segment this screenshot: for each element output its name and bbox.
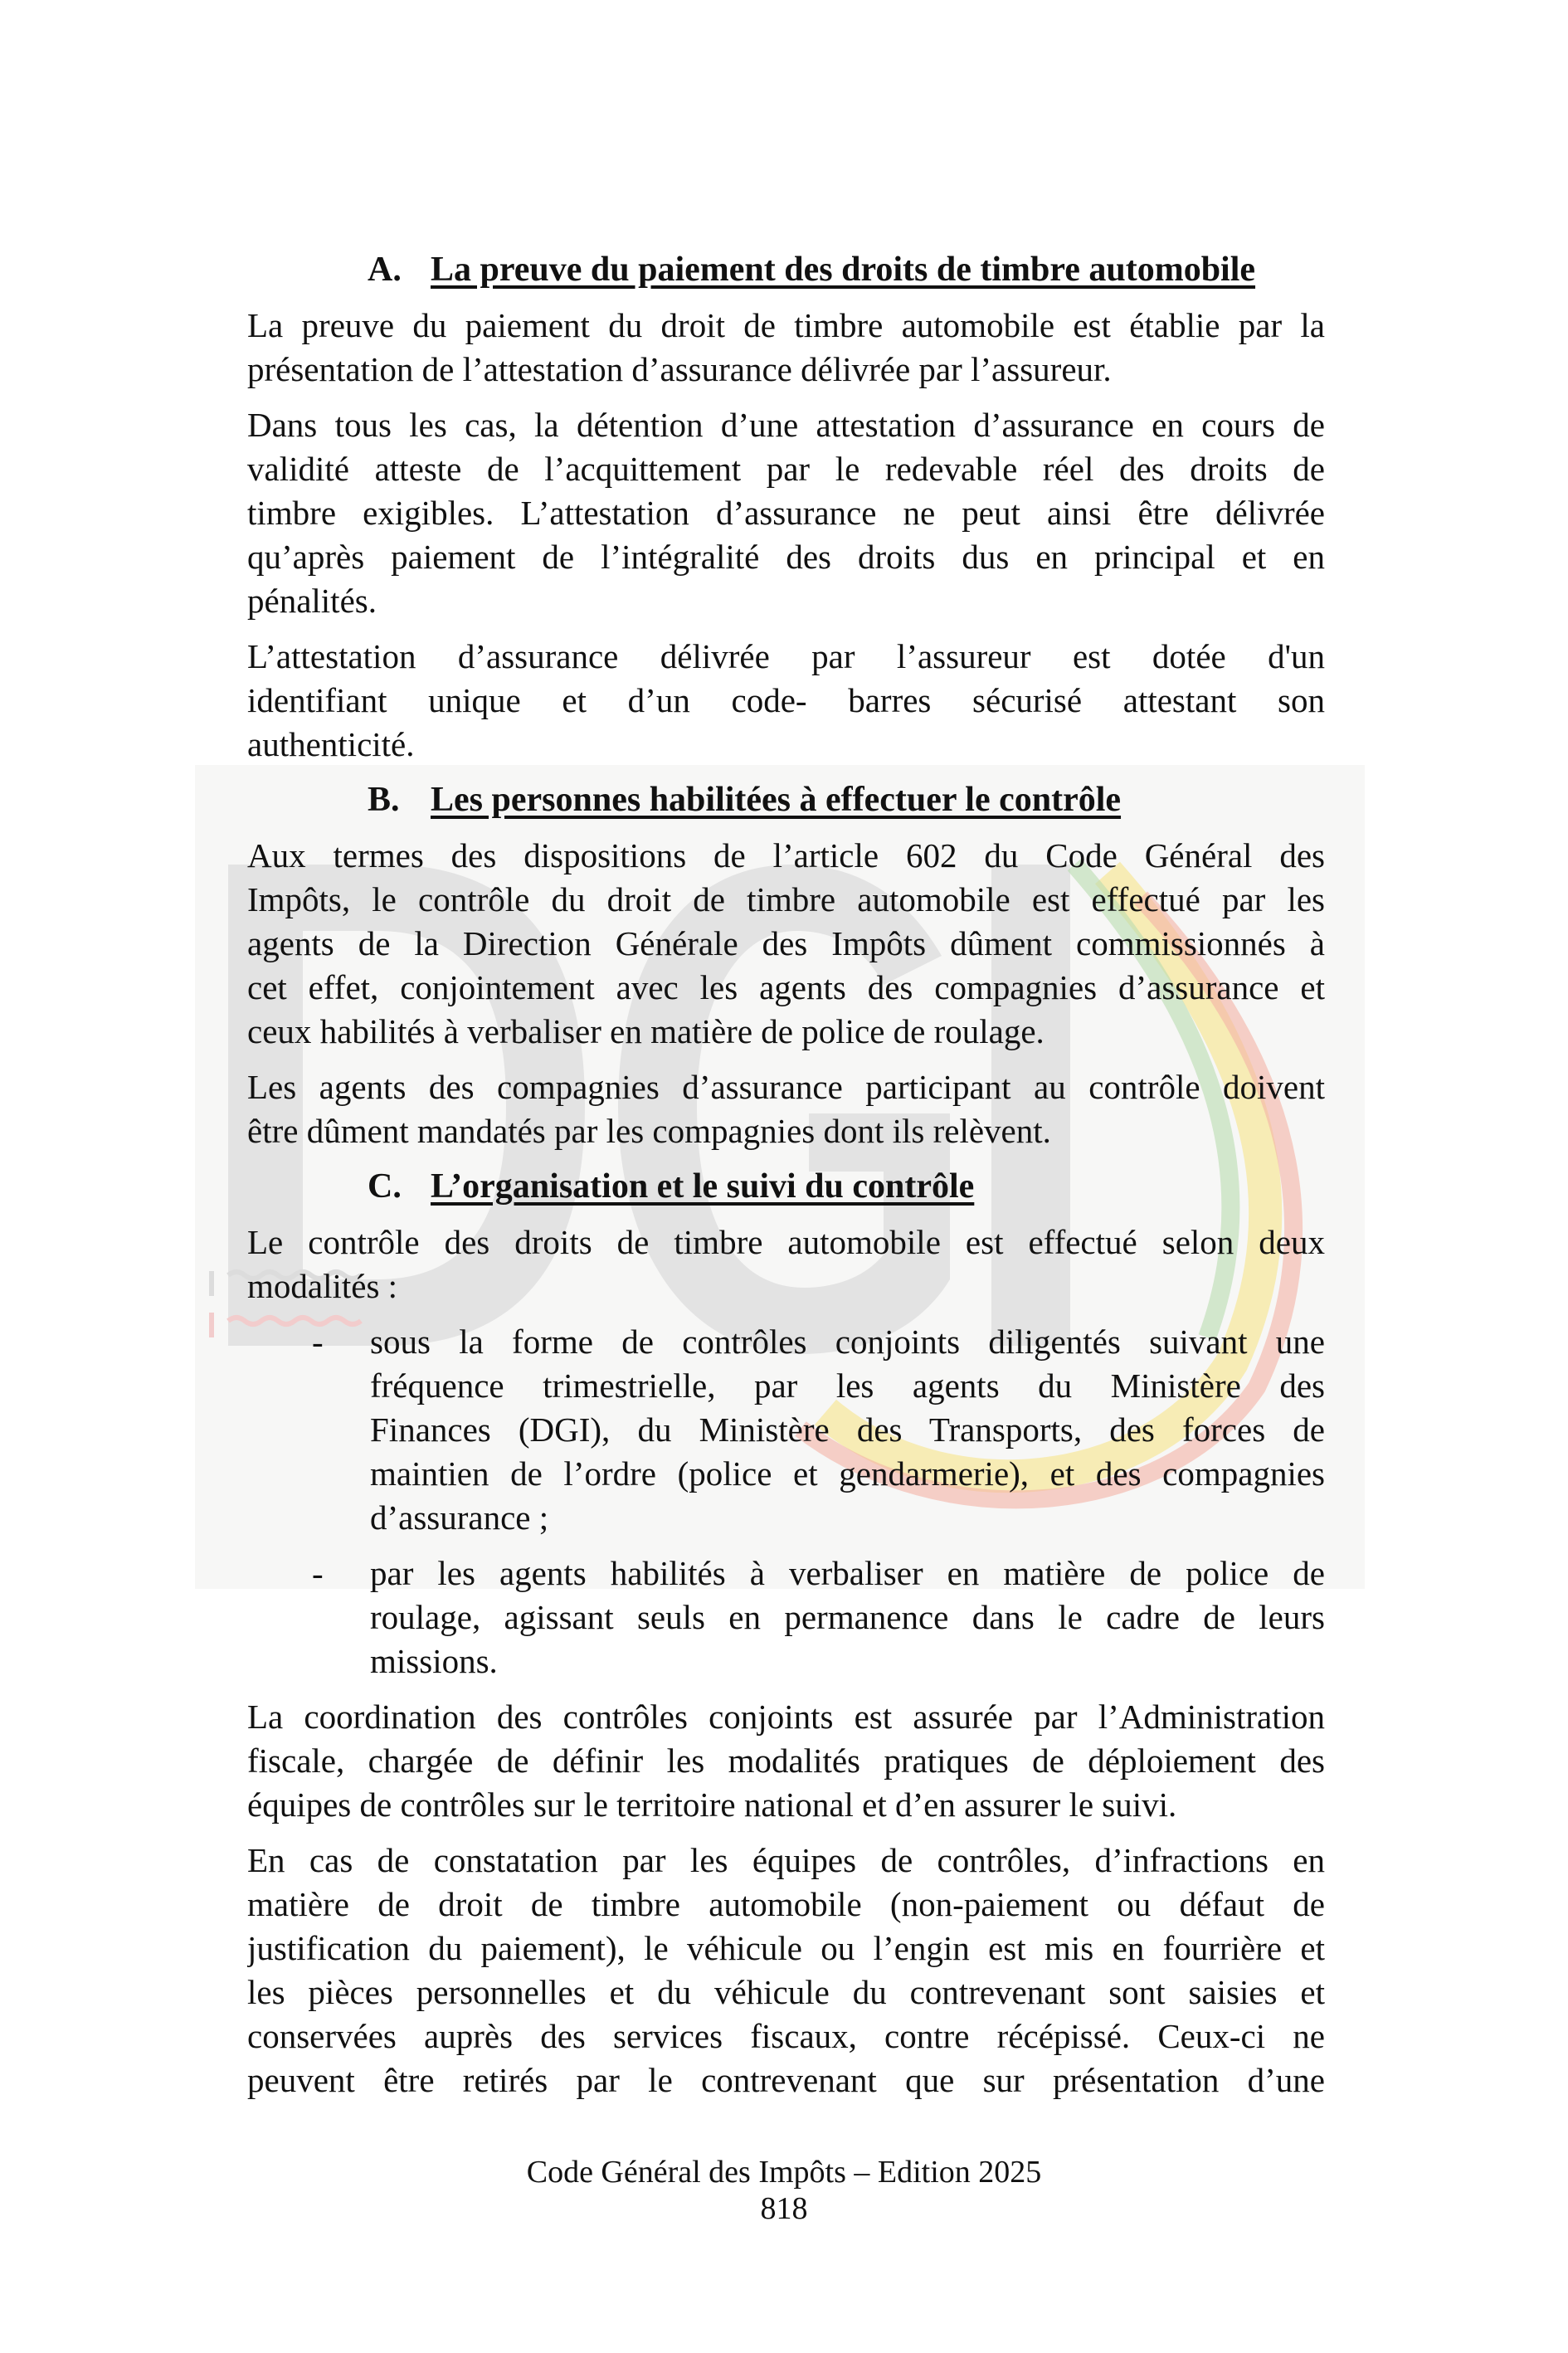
text-line: conservées auprès des services fiscaux, contre récépissé. Ceux-ci ne [247, 2017, 1325, 2055]
text-line: sous la forme de contrôles conjoints diligentés suivant une [370, 1323, 1325, 1361]
text-line: équipes de contrôles sur le territoire national et d’en assurer le suivi. [247, 1785, 1177, 1824]
text-line: identifiant unique et d’un code- barres sécurisé attestant son [247, 681, 1325, 719]
paragraph [247, 1695, 1325, 1827]
text-line: matière de droit de timbre automobile (non-paiement ou défaut de [247, 1885, 1325, 1923]
section-letter: A. [368, 251, 402, 289]
text-line: fréquence trimestrielle, par les agents du Ministère des [370, 1366, 1325, 1405]
text-line: Dans tous les cas, la détention d’une attestation d’assurance en cours de [247, 406, 1325, 444]
paragraph [247, 304, 1325, 392]
page-content [247, 248, 1325, 2114]
section-heading-a [247, 248, 1325, 292]
text-line: timbre exigibles. L’attestation d’assurance ne peut ainsi être délivrée [247, 494, 1325, 532]
text-line: Les agents des compagnies d’assurance participant au contrôle doivent [247, 1068, 1325, 1106]
text-line: La preuve du paiement du droit de timbre automobile est établie par la [247, 306, 1325, 344]
text-line: Impôts, le contrôle du droit de timbre automobile est effectué par les [247, 880, 1325, 918]
paragraph [247, 635, 1325, 767]
bullet-item [247, 1552, 1325, 1683]
bullet-dash: - [312, 1554, 324, 1592]
page-number: 818 [760, 2191, 808, 2226]
paragraph [247, 1839, 1325, 2102]
section-title: L’organisation et le suivi du contrôle [431, 1167, 975, 1206]
section-title: La preuve du paiement des droits de timbre automobile [431, 251, 1256, 289]
text-line: fiscale, chargée de définir les modalités pratiques de déploiement des [247, 1742, 1325, 1780]
paragraph [247, 403, 1325, 623]
bullet-dash: - [312, 1323, 324, 1361]
text-line: cet effet, conjointement avec les agents des compagnies d’assurance et [247, 968, 1325, 1006]
section-letter: B. [368, 781, 400, 819]
text-line: roulage, agissant seuls en permanence dans le cadre de leurs [370, 1598, 1325, 1636]
section-letter: C. [368, 1167, 402, 1206]
text-line: La coordination des contrôles conjoints est assurée par l’Administration [247, 1698, 1325, 1736]
text-line: missions. [370, 1642, 498, 1680]
text-line: présentation de l’attestation d’assurance délivrée par l’assureur. [247, 350, 1112, 388]
text-line: par les agents habilités à verbaliser en matière de police de [370, 1554, 1325, 1592]
bullet-item [247, 1320, 1325, 1540]
text-line: qu’après paiement de l’intégralité des droits dus en principal et en [247, 538, 1325, 576]
paragraph [247, 1065, 1325, 1153]
text-line: maintien de l’ordre (police et gendarmerie), et des compagnies [370, 1454, 1325, 1493]
text-line: Le contrôle des droits de timbre automobile est effectué selon deux [247, 1223, 1325, 1261]
text-line: En cas de constatation par les équipes de contrôles, d’infractions en [247, 1841, 1325, 1879]
text-line: validité atteste de l’acquittement par le redevable réel des droits de [247, 450, 1325, 488]
text-line: ceux habilités à verbaliser en matière de police de roulage. [247, 1012, 1045, 1050]
text-line: authenticité. [247, 725, 415, 763]
section-title: Les personnes habilitées à effectuer le contrôle [431, 781, 1122, 819]
text-line: d’assurance ; [370, 1498, 549, 1537]
text-line: Finances (DGI), du Ministère des Transports, des forces de [370, 1410, 1325, 1449]
text-line: agents de la Direction Générale des Impôts dûment commissionnés à [247, 924, 1325, 962]
paragraph [247, 834, 1325, 1054]
text-line: L’attestation d’assurance délivrée par l’assureur est dotée d'un [247, 637, 1325, 675]
section-heading-c [247, 1165, 1325, 1209]
footer-title: Code Général des Impôts – Edition 2025 [526, 2155, 1042, 2190]
section-heading-b [247, 778, 1325, 822]
text-line: justification du paiement), le véhicule ou l’engin est mis en fourrière et [247, 1929, 1325, 1967]
text-line: modalités : [247, 1267, 398, 1305]
text-line: Aux termes des dispositions de l’article 602 du Code Général des [247, 836, 1325, 874]
text-line: être dûment mandatés par les compagnies dont ils relèvent. [247, 1112, 1051, 1150]
paragraph [247, 1220, 1325, 1308]
text-line: peuvent être retirés par le contrevenant que sur présentation d’une [247, 2061, 1325, 2099]
text-line: pénalités. [247, 582, 377, 620]
text-line: les pièces personnelles et du véhicule du contrevenant sont saisies et [247, 1973, 1325, 2011]
